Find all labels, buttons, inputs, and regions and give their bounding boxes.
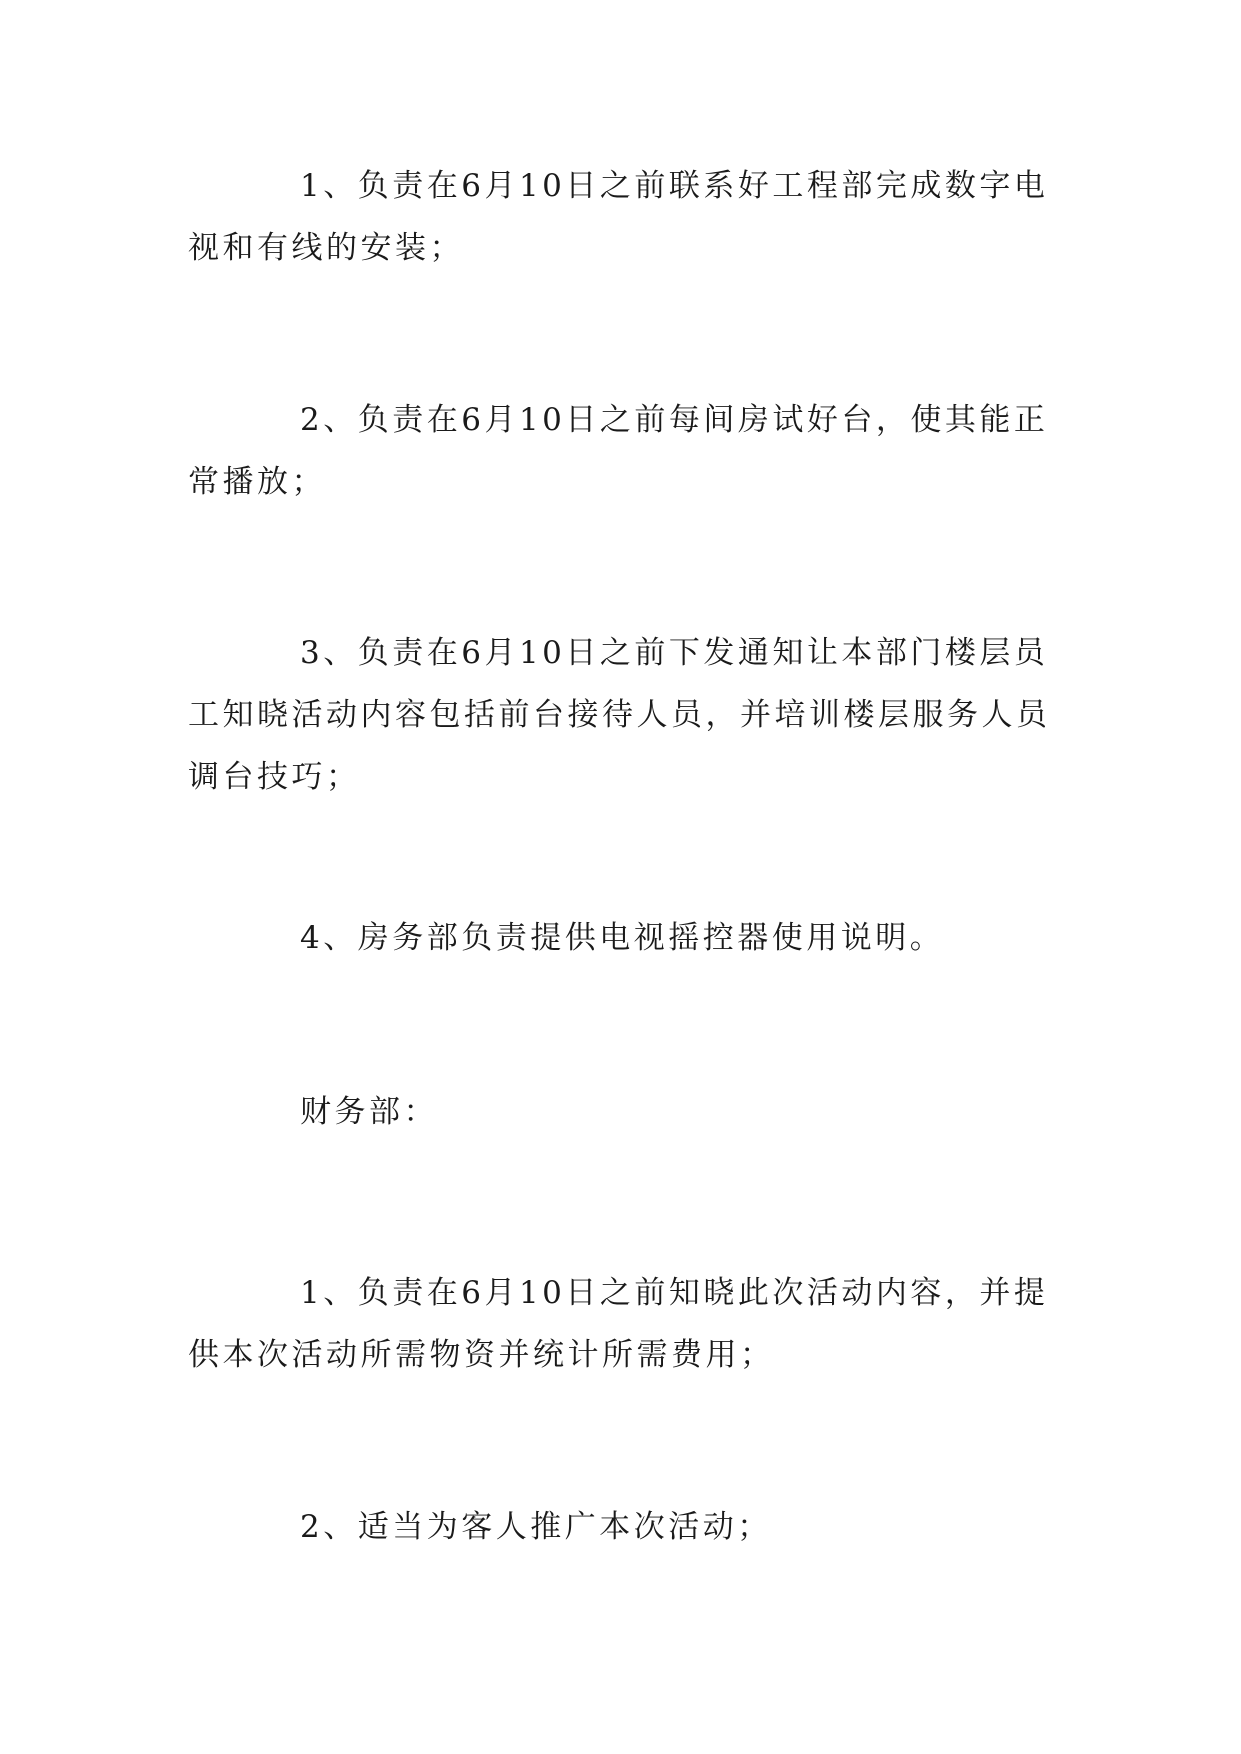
section-heading-finance: 财务部：: [300, 1094, 438, 1130]
paragraph-engineering-install: 1、负责在6月10日之前联系好工程部完成数字电视和有线的安装；: [188, 168, 1049, 266]
paragraph-room-channel-test: 2、负责在6月10日之前每间房试好台，使其能正常播放；: [188, 402, 1049, 500]
paragraph-staff-notice-training: 3、负责在6月10日之前下发通知让本部门楼层员工知晓活动内容包括前台接待人员，并培训楼层服务人员调台技巧；: [188, 635, 1051, 795]
paragraph-finance-materials: 1、负责在6月10日之前知晓此次活动内容，并提供本次活动所需物资并统计所需费用；: [188, 1275, 1049, 1373]
paragraph-finance-promotion: 2、适当为客人推广本次活动；: [300, 1509, 772, 1545]
paragraph-remote-instructions: 4、房务部负责提供电视摇控器使用说明。: [300, 920, 945, 956]
